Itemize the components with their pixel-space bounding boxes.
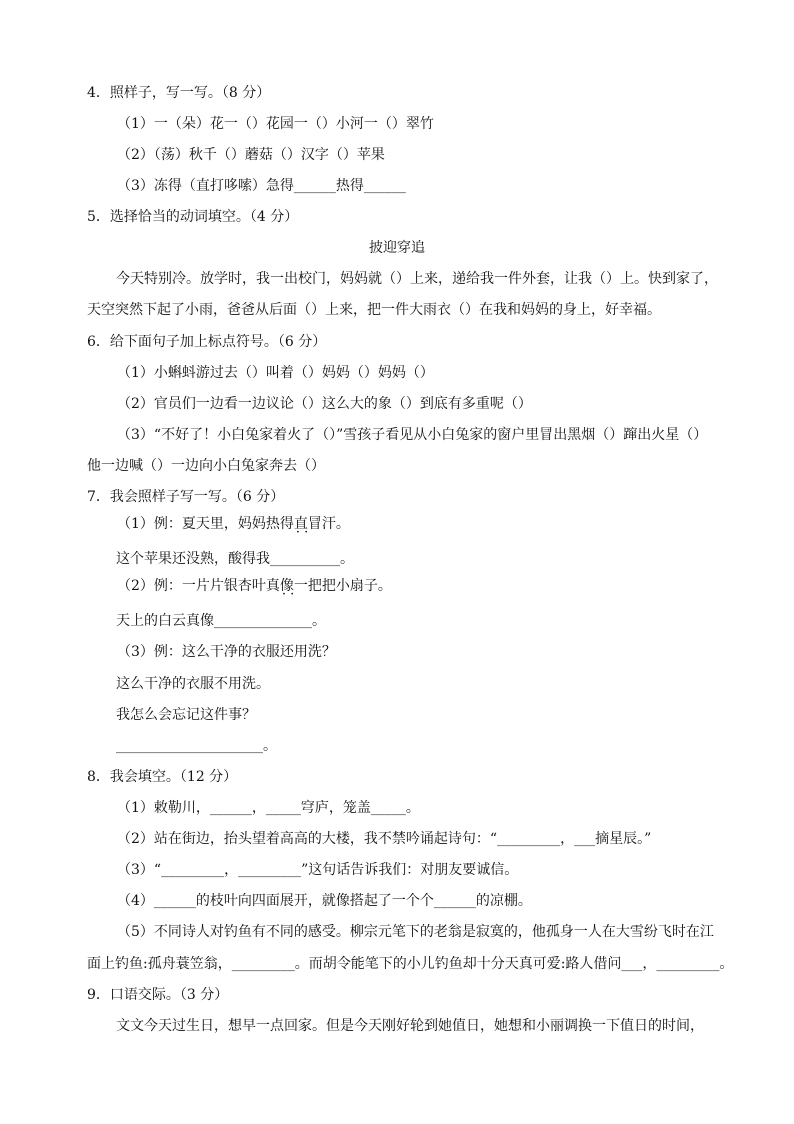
question-8-line-5: （5）不同诗人对钓鱼有不同的感受。柳宗元笔下的老翁是寂寞的，他孤身一人在大雪纷飞时在江	[117, 924, 714, 940]
question-7-fill-2: 天上的白云真像______________。	[116, 613, 326, 629]
question-7-example-3: （3）例：这么干净的衣服还用洗？	[117, 644, 336, 660]
question-6-line-4: 他一边喊（）一边向小白兔家奔去（）	[87, 458, 325, 474]
question-4-title: 4．照样子，写一写。（8 分）	[87, 85, 271, 101]
question-9-title: 9．口语交际。（3 分）	[87, 987, 229, 1003]
question-9-paragraph-1: 文文今天过生日，想早一点回家。但是今天刚好轮到她值日，她想和小丽调换一下值日的时间，	[116, 1018, 704, 1034]
question-6-title: 6．给下面句子加上标点符号。（6 分）	[87, 334, 327, 350]
question-5-word-bank: 披迎穿追	[369, 240, 425, 256]
example-2-suffix: 一把把小扇子。	[293, 578, 392, 594]
question-6-line-3: （3）“不好了！小白兔家着火了（）”雪孩子看见从小白兔家的窗户里冒出黑烟（）蹿出火星（）	[117, 427, 708, 443]
question-8-line-2: （2）站在街边，抬头望着高高的大楼，我不禁吟诵起诗句：“_________，___摘星辰。”	[117, 831, 652, 847]
example-2-prefix: （2）例：一片片银杏叶真	[117, 578, 280, 594]
question-6-line-2: （2）官员们一边看一边议论（）这么大的象（）到底有多重呢（）	[117, 396, 532, 412]
question-5-title: 5．选择恰当的动词填空。（4 分）	[87, 209, 299, 225]
question-4-line-3: （3）冻得（直打哆嗦）急得______热得______	[117, 178, 406, 194]
question-7-exercise-3: 我怎么会忘记这件事？	[116, 707, 256, 723]
example-1-emphasis: 直冒 · ·	[294, 515, 322, 533]
question-7-fill-1: 这个苹果还没熟，酸得我__________。	[116, 551, 354, 567]
question-7-example-3-answer: 这么干净的衣服不用洗。	[116, 676, 270, 692]
question-8-line-4: （4）______的枝叶向四面展开，就像搭起了一个个______的凉棚。	[117, 893, 532, 909]
question-8-line-1: （1）敕勒川，______，_____穹庐，笼盖_____。	[117, 800, 420, 816]
question-8-line-3: （3）“_________，_________”这句话告诉我们：对朋友要诚信。	[117, 862, 519, 878]
question-5-paragraph-2: 天空突然下起了小雨，爸爸从后面（）上来，把一件大雨衣（）在我和妈妈的身上，好幸福。	[87, 302, 661, 318]
question-8-title: 8．我会填空。（12 分）	[87, 769, 238, 785]
example-1-prefix: （1）例：夏天里，妈妈热得	[117, 516, 294, 532]
question-8-line-6: 面上钓鱼:孤舟蓑笠翁，_________。而胡令能笔下的小儿钓鱼却十分天真可爱:路人借问___，_________。	[87, 956, 734, 972]
question-7-answer-blank: _____________________。	[116, 738, 277, 754]
question-4-line-2: （2）（荡）秋千（）蘑菇（）汉字（）苹果	[117, 147, 385, 163]
question-5-paragraph-1: 今天特别冷。放学时，我一出校门，妈妈就（）上来，递给我一件外套，让我（）上。快到家了，	[116, 271, 718, 287]
question-6-line-1: （1）小蝌蚪游过去（）叫着（）妈妈（）妈妈（）	[117, 365, 434, 381]
example-2-emphasis: 像 · ·	[280, 577, 294, 595]
question-7-example-1	[117, 515, 350, 533]
question-7-title: 7．我会照样子写一写。（6 分）	[87, 489, 285, 505]
question-4-line-1: （1）一（朵）花一（）花园一（）小河一（）翠竹	[117, 116, 434, 132]
example-1-suffix: 汗。	[321, 516, 350, 532]
question-7-example-2	[117, 577, 392, 595]
